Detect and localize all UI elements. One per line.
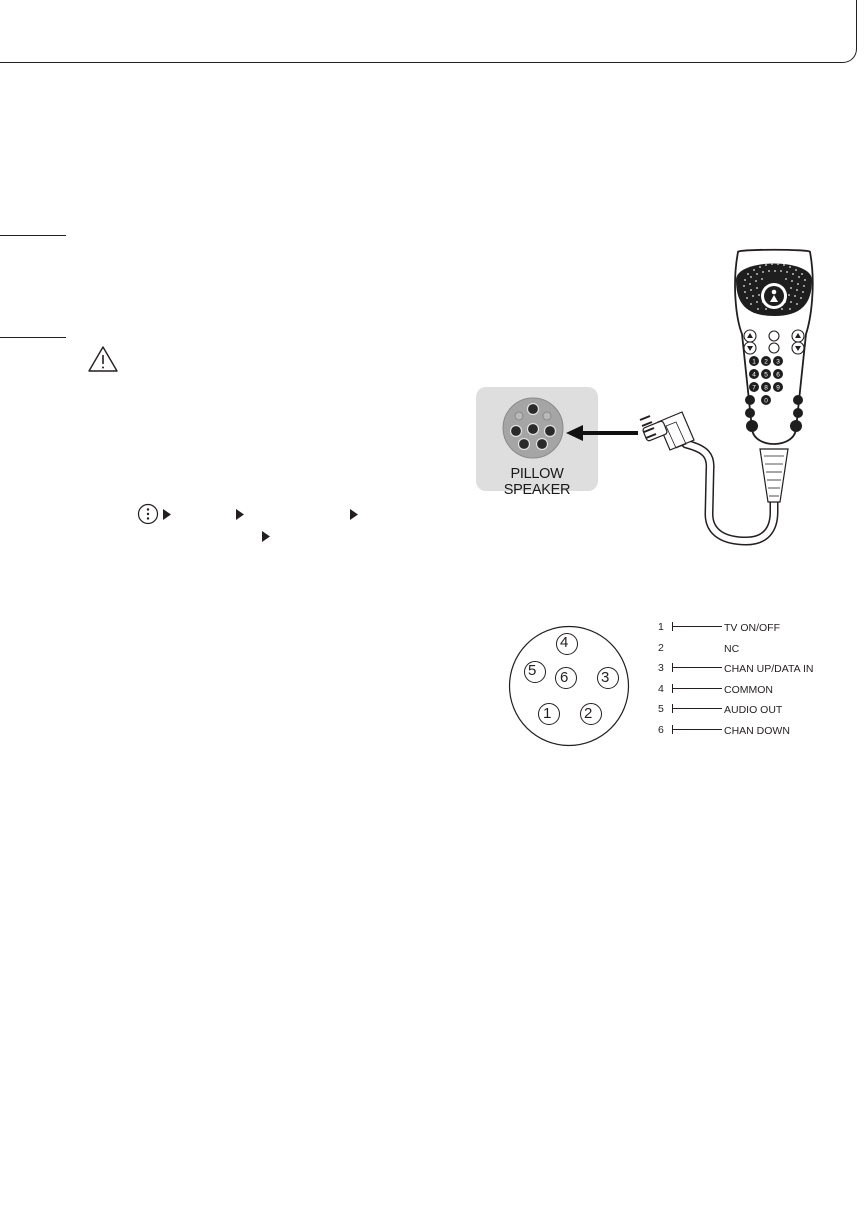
- pin-signal: CHAN UP/DATA IN: [724, 663, 814, 675]
- triangle-right-icon: [235, 509, 245, 520]
- menu-path: [137, 503, 377, 543]
- triangle-right-icon: [162, 509, 172, 520]
- pinout-row: [658, 621, 838, 642]
- pin-diagram-label-1: 1: [543, 705, 552, 722]
- pin-signal: COMMON: [724, 683, 773, 696]
- side-rule-bottom: [0, 337, 66, 338]
- pin-number: 5: [658, 703, 664, 715]
- pin-diagram-label-5: 5: [528, 662, 537, 679]
- svg-text:6: 6: [776, 371, 780, 379]
- more-options-icon: [137, 503, 159, 525]
- pin-signal: AUDIO OUT: [724, 704, 783, 716]
- side-rule-top: [0, 235, 66, 236]
- svg-text:8: 8: [764, 384, 768, 392]
- pinout-row: [658, 703, 838, 724]
- svg-text:7: 7: [752, 384, 756, 392]
- svg-text:4: 4: [752, 371, 756, 379]
- pinout-table: [658, 621, 838, 744]
- svg-text:5: 5: [764, 371, 768, 379]
- pinout-row: [658, 662, 838, 683]
- pillow-speaker-remote: [636, 244, 818, 550]
- pin-diagram-label-3: 3: [601, 669, 610, 686]
- pin-diagram-label-6: 6: [560, 669, 569, 686]
- warning-triangle-icon: [87, 345, 119, 373]
- svg-text:0: 0: [764, 397, 768, 405]
- svg-text:1: 1: [752, 358, 756, 366]
- pinout-row: [658, 724, 838, 745]
- insert-arrow: [566, 424, 640, 442]
- pin-diagram-label-4: 4: [560, 634, 569, 651]
- pin-signal: NC: [724, 642, 740, 655]
- connector-label: PILLOW SPEAKER: [503, 466, 571, 498]
- svg-text:2: 2: [764, 358, 768, 366]
- pin-number: 1: [658, 621, 664, 633]
- pin-number: 6: [658, 723, 664, 736]
- pin-number: 2: [658, 641, 664, 654]
- svg-text:9: 9: [776, 384, 780, 392]
- pin-signal: TV ON/OFF: [724, 622, 780, 634]
- pin-diagram: [506, 624, 632, 748]
- pin-number: 3: [658, 662, 664, 674]
- pin-signal: CHAN DOWN: [724, 724, 790, 737]
- pinout-row: [658, 642, 838, 663]
- plug: [640, 412, 694, 450]
- triangle-right-icon: [349, 509, 359, 520]
- pinout-row: [658, 683, 838, 704]
- pin-diagram-label-2: 2: [584, 705, 593, 722]
- page-frame: [0, 0, 857, 63]
- svg-text:3: 3: [776, 358, 780, 366]
- pin-number: 4: [658, 682, 664, 695]
- triangle-right-icon: [261, 531, 271, 542]
